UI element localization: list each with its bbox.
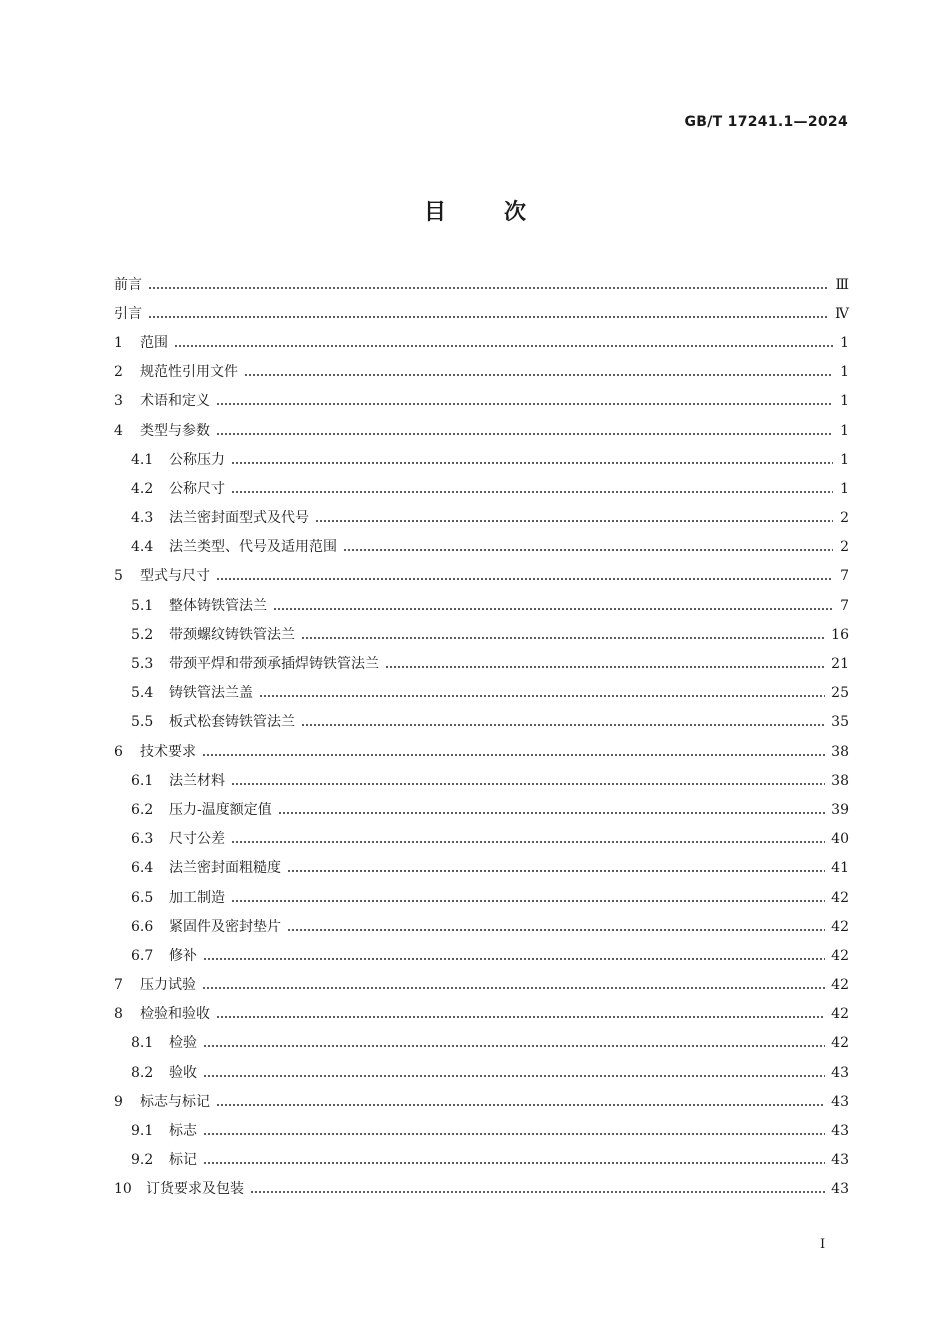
toc-entry-number: 5 <box>114 568 123 585</box>
toc-entry-page: 25 <box>831 685 849 702</box>
toc-entry-number: 6.4 <box>131 860 154 877</box>
toc-entry-number: 6.3 <box>131 831 154 848</box>
table-of-contents <box>114 270 849 1204</box>
toc-entry-label: 公称尺寸 <box>169 480 225 497</box>
toc-dot-leader <box>231 889 825 903</box>
toc-dot-leader <box>216 422 833 436</box>
toc-entry-label: 技术要求 <box>140 743 196 760</box>
toc-entry-label: 加工制造 <box>169 889 225 906</box>
toc-entry-page: 35 <box>831 714 849 731</box>
toc-entry-label: 带颈平焊和带颈承插焊铸铁管法兰 <box>169 656 379 673</box>
toc-entry-label: 法兰材料 <box>169 772 225 789</box>
toc-entry-number: 9 <box>114 1093 123 1110</box>
toc-entry[interactable] <box>114 620 849 649</box>
toc-entry-label: 带颈螺纹铸铁管法兰 <box>169 626 295 643</box>
toc-dot-leader <box>287 859 825 873</box>
toc-entry-number: 7 <box>114 977 123 994</box>
toc-dot-leader <box>231 451 833 465</box>
toc-entry-label: 法兰密封面型式及代号 <box>169 510 309 527</box>
toc-entry-page: 43 <box>831 1152 849 1169</box>
toc-entry-number: 4.2 <box>131 480 154 497</box>
toc-entry-number: 5.5 <box>131 714 154 731</box>
toc-entry[interactable] <box>114 941 849 970</box>
toc-entry[interactable] <box>114 737 849 766</box>
toc-dot-leader <box>301 713 825 727</box>
toc-entry-page: 21 <box>831 656 849 673</box>
toc-entry-label: 验收 <box>169 1064 197 1081</box>
toc-entry-page: 43 <box>831 1181 849 1198</box>
toc-entry-label: 标志与标记 <box>140 1093 210 1110</box>
toc-entry-number: 9.2 <box>131 1152 154 1169</box>
toc-entry-label: 范围 <box>140 334 168 351</box>
toc-entry[interactable] <box>114 1087 849 1116</box>
toc-entry-number: 6.2 <box>131 801 154 818</box>
toc-dot-leader <box>315 509 833 523</box>
page-number: I <box>820 1237 826 1252</box>
toc-entry-page: 38 <box>831 772 849 789</box>
toc-entry-label: 公称压力 <box>169 451 225 468</box>
toc-dot-leader <box>202 743 825 757</box>
toc-entry[interactable] <box>114 358 849 387</box>
toc-dot-leader <box>203 1151 825 1165</box>
toc-entry[interactable] <box>114 708 849 737</box>
toc-entry-number: 2 <box>114 364 123 381</box>
toc-dot-leader <box>216 567 833 581</box>
toc-dot-leader <box>231 830 825 844</box>
toc-entry-label: 铸铁管法兰盖 <box>169 685 253 702</box>
toc-dot-leader <box>203 1064 825 1078</box>
toc-dot-leader <box>231 480 833 494</box>
toc-dot-leader <box>301 626 825 640</box>
toc-dot-leader <box>216 1005 825 1019</box>
toc-entry-number: 6.5 <box>131 889 154 906</box>
toc-entry[interactable] <box>114 825 849 854</box>
toc-entry-page: 1 <box>840 422 849 439</box>
toc-entry[interactable] <box>114 971 849 1000</box>
toc-entry[interactable] <box>114 883 849 912</box>
toc-entry-number: 5.1 <box>131 597 154 614</box>
toc-entry[interactable] <box>114 533 849 562</box>
toc-entry-number: 4.3 <box>131 510 154 527</box>
toc-entry-number: 6.1 <box>131 772 154 789</box>
toc-entry-page: 43 <box>831 1064 849 1081</box>
toc-dot-leader <box>203 1122 825 1136</box>
toc-dot-leader <box>259 684 825 698</box>
toc-entry-page: 42 <box>831 977 849 994</box>
toc-entry-label: 整体铸铁管法兰 <box>169 597 267 614</box>
toc-entry-label: 紧固件及密封垫片 <box>169 918 281 935</box>
toc-entry-page: 42 <box>831 1006 849 1023</box>
toc-entry-page: 7 <box>840 568 849 585</box>
toc-dot-leader <box>216 392 833 406</box>
toc-entry[interactable] <box>114 591 849 620</box>
toc-entry[interactable] <box>114 504 849 533</box>
toc-dot-leader <box>174 334 833 348</box>
toc-entry-page: 42 <box>831 1035 849 1052</box>
toc-entry-label: 压力-温度额定值 <box>169 801 272 818</box>
toc-entry-page: Ⅳ <box>835 305 849 322</box>
toc-entry-page: 1 <box>840 364 849 381</box>
toc-entry-label: 术语和定义 <box>140 393 210 410</box>
toc-entry-label: 引言 <box>114 305 142 322</box>
toc-entry-page: 42 <box>831 918 849 935</box>
toc-entry-label: 板式松套铸铁管法兰 <box>169 714 295 731</box>
toc-entry-number: 5.4 <box>131 685 154 702</box>
toc-entry-page: 16 <box>831 626 849 643</box>
toc-entry-label: 法兰类型、代号及适用范围 <box>169 539 337 556</box>
title-char-1: 目 <box>423 200 446 225</box>
toc-entry-number: 10 <box>114 1181 132 1198</box>
toc-entry-number: 6.7 <box>131 947 154 964</box>
toc-dot-leader <box>203 1034 825 1048</box>
toc-entry-label: 法兰密封面粗糙度 <box>169 860 281 877</box>
toc-entry[interactable] <box>114 474 849 503</box>
toc-entry-page: 43 <box>831 1123 849 1140</box>
toc-entry[interactable] <box>114 416 849 445</box>
standard-code: GB/T 17241.1—2024 <box>684 114 848 130</box>
toc-entry-page: 41 <box>831 860 849 877</box>
title-char-2: 次 <box>504 200 527 225</box>
toc-dot-leader <box>203 947 825 961</box>
toc-entry[interactable] <box>114 795 849 824</box>
toc-dot-leader <box>148 305 829 319</box>
toc-entry[interactable] <box>114 649 849 678</box>
toc-entry[interactable] <box>114 387 849 416</box>
toc-entry-page: 1 <box>840 334 849 351</box>
toc-entry-label: 标记 <box>169 1152 197 1169</box>
toc-entry[interactable] <box>114 328 849 357</box>
toc-entry-page: 38 <box>831 743 849 760</box>
toc-entry-number: 1 <box>114 334 123 351</box>
toc-dot-leader <box>244 363 833 377</box>
toc-entry[interactable] <box>114 299 849 328</box>
toc-entry[interactable] <box>114 766 849 795</box>
toc-entry-page: 43 <box>831 1093 849 1110</box>
toc-entry[interactable] <box>114 270 849 299</box>
toc-dot-leader <box>250 1180 825 1194</box>
toc-entry-label: 型式与尺寸 <box>140 568 210 585</box>
toc-entry-label: 标志 <box>169 1123 197 1140</box>
toc-entry[interactable] <box>114 854 849 883</box>
toc-entry[interactable] <box>114 1146 849 1175</box>
toc-dot-leader <box>202 976 825 990</box>
toc-entry-label: 检验 <box>169 1035 197 1052</box>
toc-entry-number: 3 <box>114 393 123 410</box>
toc-entry-label: 规范性引用文件 <box>140 364 238 381</box>
toc-entry-page: Ⅲ <box>835 276 849 293</box>
toc-entry-page: 42 <box>831 889 849 906</box>
toc-entry-number: 6 <box>114 743 123 760</box>
toc-entry-label: 检验和验收 <box>140 1006 210 1023</box>
toc-entry-label: 前言 <box>114 276 142 293</box>
toc-entry[interactable] <box>114 1058 849 1087</box>
toc-entry[interactable] <box>114 562 849 591</box>
toc-dot-leader <box>385 655 825 669</box>
toc-dot-leader <box>273 597 833 611</box>
toc-entry-number: 4.1 <box>131 451 154 468</box>
toc-entry-number: 6.6 <box>131 918 154 935</box>
toc-entry-label: 尺寸公差 <box>169 831 225 848</box>
toc-entry-page: 40 <box>831 831 849 848</box>
toc-entry-number: 5.2 <box>131 626 154 643</box>
page-title <box>0 195 950 226</box>
toc-dot-leader <box>287 918 825 932</box>
toc-entry-number: 9.1 <box>131 1123 154 1140</box>
toc-entry-label: 类型与参数 <box>140 422 210 439</box>
toc-entry[interactable] <box>114 679 849 708</box>
toc-entry-page: 1 <box>840 451 849 468</box>
toc-entry[interactable] <box>114 912 849 941</box>
toc-entry-page: 42 <box>831 947 849 964</box>
toc-entry-page: 2 <box>840 510 849 527</box>
toc-entry-label: 压力试验 <box>140 977 196 994</box>
toc-entry[interactable] <box>114 445 849 474</box>
toc-entry-page: 1 <box>840 393 849 410</box>
toc-entry[interactable] <box>114 1175 849 1204</box>
toc-dot-leader <box>278 801 825 815</box>
toc-entry-number: 4.4 <box>131 539 154 556</box>
toc-entry-number: 8.2 <box>131 1064 154 1081</box>
toc-entry-page: 39 <box>831 801 849 818</box>
toc-entry-number: 8 <box>114 1006 123 1023</box>
toc-dot-leader <box>216 1093 825 1107</box>
toc-entry-page: 7 <box>840 597 849 614</box>
toc-entry[interactable] <box>114 1116 849 1145</box>
toc-entry-label: 修补 <box>169 947 197 964</box>
toc-entry[interactable] <box>114 1029 849 1058</box>
toc-entry[interactable] <box>114 1000 849 1029</box>
toc-entry-page: 1 <box>840 480 849 497</box>
toc-entry-number: 4 <box>114 422 123 439</box>
toc-dot-leader <box>148 276 829 290</box>
toc-entry-page: 2 <box>840 539 849 556</box>
toc-entry-label: 订货要求及包装 <box>146 1181 244 1198</box>
toc-entry-number: 5.3 <box>131 656 154 673</box>
toc-entry-number: 8.1 <box>131 1035 154 1052</box>
toc-dot-leader <box>343 538 833 552</box>
toc-dot-leader <box>231 772 825 786</box>
